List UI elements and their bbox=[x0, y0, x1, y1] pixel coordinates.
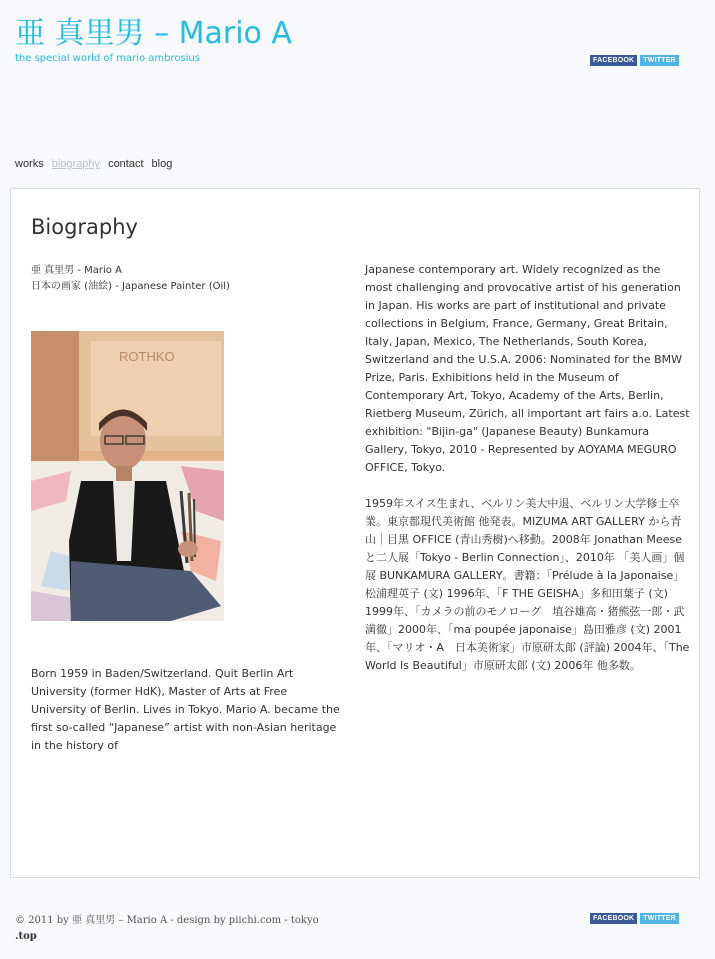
biography-japanese: 1959年スイス生まれ、ベルリン美大中退、ベルリン大学修士卒業。東京都現代美術館 他発表。MIZUMA ART GALLERY から青山｜目黒 OFFICE (青山秀樹)へ移動。2008年 Jonathan Meeseと二人展「Tokyo - Berlin Connection」、2010年 「美人画」個展 BUNKAMURA GALLERY。書籍：「Prélude à la Japonaise」松浦理英子 (文) 1996年、「F THE GEISHA」多和田葉子 (文) 1999年、「カメラの前のモノローグ 埴谷雄高・猪熊弦一郎・武満徹」2000年、「ma poupée japonaise」島田雅彦 (文) 2001年、「マリオ・A 日本美術家」市原研太郎 (評論) 2004年、「The World Is Beautiful」市原研太郎 (文) 2006年 他多数。 bbox=[365, 497, 690, 672]
footer-copyright: © 2011 by 亜 真里男 – Mario A - design by piichi.com - tokyo bbox=[15, 915, 319, 926]
artist-portrait bbox=[31, 331, 224, 621]
social-links-header bbox=[590, 55, 679, 66]
twitter-button[interactable]: TWITTER bbox=[640, 55, 679, 66]
artist-name-block bbox=[31, 263, 346, 295]
twitter-button[interactable]: TWITTER bbox=[640, 913, 679, 924]
left-column bbox=[31, 263, 346, 752]
biography-english-part2: Japanese contemporary art. Widely recognized as the most challenging and provocative artist of his generation in Japan. His works are part of institutional and private collections in Belgium, France, Germany, Great Britain, Italy, Japan, Mexico, The Netherlands, South Korea, Switzerland and the U.S.A. 2006: Nominated for the BMW Prize, Paris. Exhibitions held in the Museum of Contemporary Art, Tokyo, Academy of the Arts, Berlin, Rietberg Museum, Zürich, all important art fairs a.o. Latest exhibition: "Bijin-ga" (Japanese Beauty) Bunkamura Gallery, Tokyo, 2010 - Represented by AOYAMA MEGURO OFFICE, Tokyo. bbox=[365, 263, 690, 474]
social-links-footer bbox=[590, 913, 679, 924]
back-to-top-link[interactable]: .top bbox=[15, 931, 37, 942]
content-panel bbox=[10, 188, 700, 878]
nav-item-works[interactable]: works bbox=[15, 158, 44, 170]
nav-item-blog[interactable]: blog bbox=[151, 158, 173, 170]
artist-profession: 日本の画家 (油絵) - Japanese Painter (Oil) bbox=[31, 281, 230, 292]
artist-name: 亜 真里男 - Mario A bbox=[31, 265, 122, 276]
site-tagline: the special world of mario ambrosius bbox=[15, 53, 201, 64]
main-nav bbox=[15, 158, 172, 170]
nav-item-biography[interactable]: biography bbox=[51, 158, 101, 170]
facebook-button[interactable]: FACEBOOK bbox=[590, 913, 637, 924]
page-title: Biography bbox=[31, 215, 138, 239]
facebook-button[interactable]: FACEBOOK bbox=[590, 55, 637, 66]
nav-item-contact[interactable]: contact bbox=[108, 158, 144, 170]
right-column bbox=[365, 261, 690, 693]
biography-english-part1: Born 1959 in Baden/Switzerland. Quit Berlin Art University (former HdK), Master of Arts at Free University of Berlin. Lives in Tokyo. Mario A. became the first so-called “Japanese” artist with non-Asian heritage in the history of bbox=[31, 667, 340, 752]
site-title[interactable]: 亜 真里男 – Mario A bbox=[15, 16, 292, 51]
portrait-sign-text: ROTHKO bbox=[119, 349, 175, 364]
